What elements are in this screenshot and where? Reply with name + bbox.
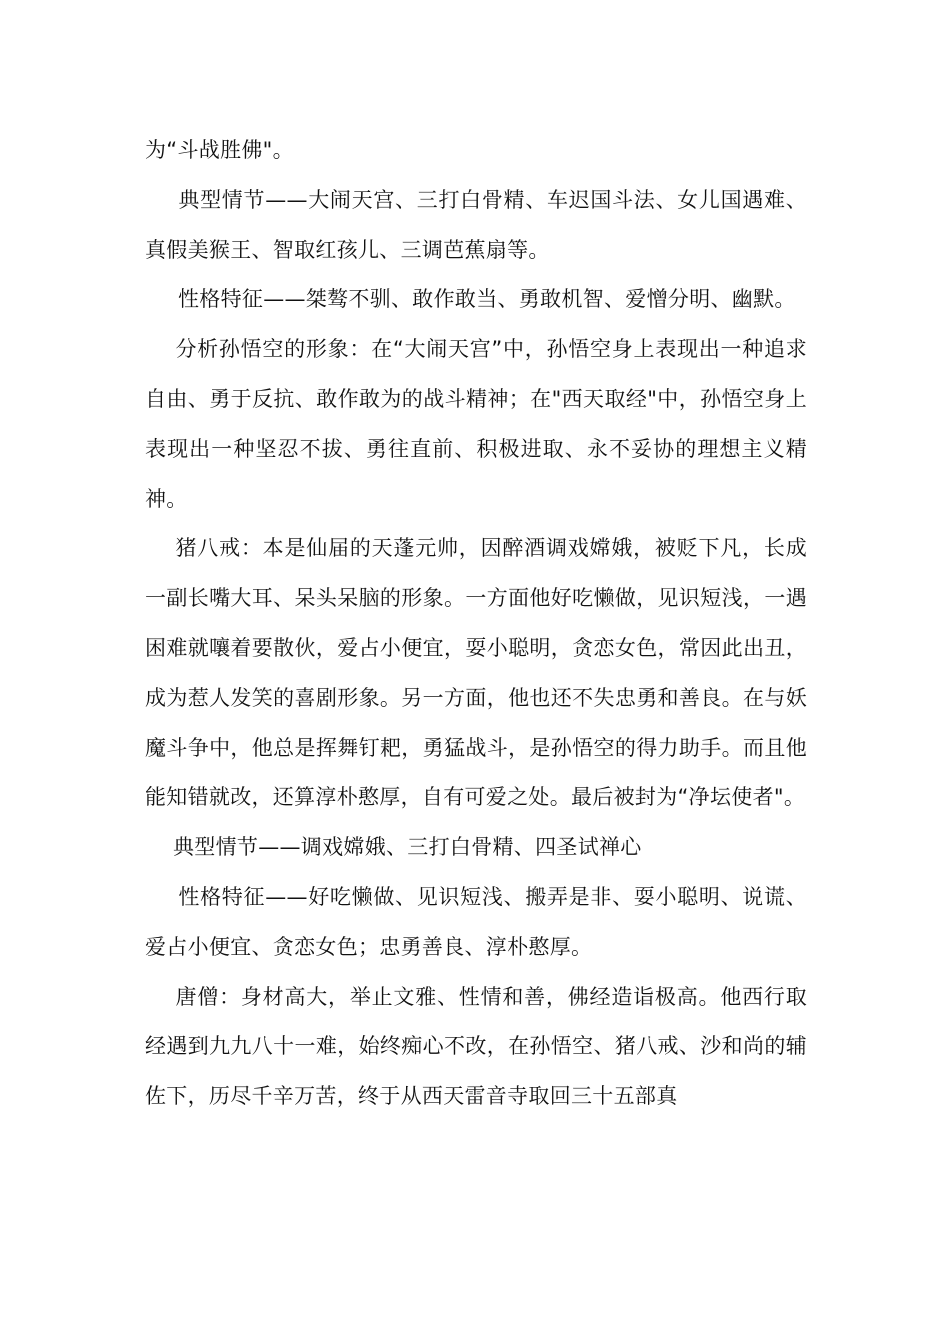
paragraph-text: 性格特征——好吃懒做、见识短浅、搬弄是非、耍小聪明、说谎、爱占小便宜、贪恋女色；忠勇善良、淳朴憨厚。 — [145, 884, 807, 959]
paragraph — [145, 973, 807, 1122]
paragraph — [145, 176, 807, 276]
paragraph-text: 分析孙悟空的形象：在“大闹天宫”中，孙悟空身上表现出一种追求自由、勇于反抗、敢作敢为的战斗精神；在"西天取经"中，孙悟空身上表现出一种坚忍不拔、勇往直前、积极进取、永不妥协的理想主义精神。 — [145, 337, 807, 511]
paragraph — [145, 873, 807, 973]
paragraph — [145, 823, 807, 873]
paragraph-text: 典型情节——大闹天宫、三打白骨精、车迟国斗法、女儿国遇难、真假美猴王、智取红孩儿、三调芭蕉扇等。 — [145, 187, 807, 262]
paragraph — [145, 325, 807, 524]
paragraph — [145, 524, 807, 823]
paragraph-text: 唐僧：身材高大，举止文雅、性情和善，佛经造诣极高。他西行取经遇到九九八十一难，始终痴心不改，在孙悟空、猪八戒、沙和尚的辅佐下，历尽千辛万苦，终于从西天雷音寺取回三十五部真 — [145, 984, 807, 1109]
paragraph-text: 为“斗战胜佛"。 — [145, 138, 294, 162]
paragraph — [145, 126, 807, 176]
document-body — [145, 126, 807, 1122]
paragraph-text: 典型情节——调戏嫦娥、三打白骨精、四圣试禅心 — [173, 835, 642, 860]
paragraph-text: 猪八戒：本是仙届的天蓬元帅，因醉酒调戏嫦娥，被贬下凡，长成一副长嘴大耳、呆头呆脑的形象。一方面他好吃懒做，见识短浅，一遇困难就嚷着要散伙，爱占小便宜，耍小聪明，贪恋女色，常因此出丑，成为惹人发笑的喜剧形象。另一方面，他也还不失忠勇和善良。在与妖魔斗争中，他总是挥舞钉耙，勇猛战斗，是孙悟空的得力助手。而且他能知错就改，还算淳朴憨厚，自有可爱之处。最后被封为“净坛使者"。 — [145, 536, 807, 810]
paragraph — [145, 275, 807, 325]
paragraph-text: 性格特征——桀骜不驯、敢作敢当、勇敢机智、爱憎分明、幽默。 — [178, 287, 796, 312]
